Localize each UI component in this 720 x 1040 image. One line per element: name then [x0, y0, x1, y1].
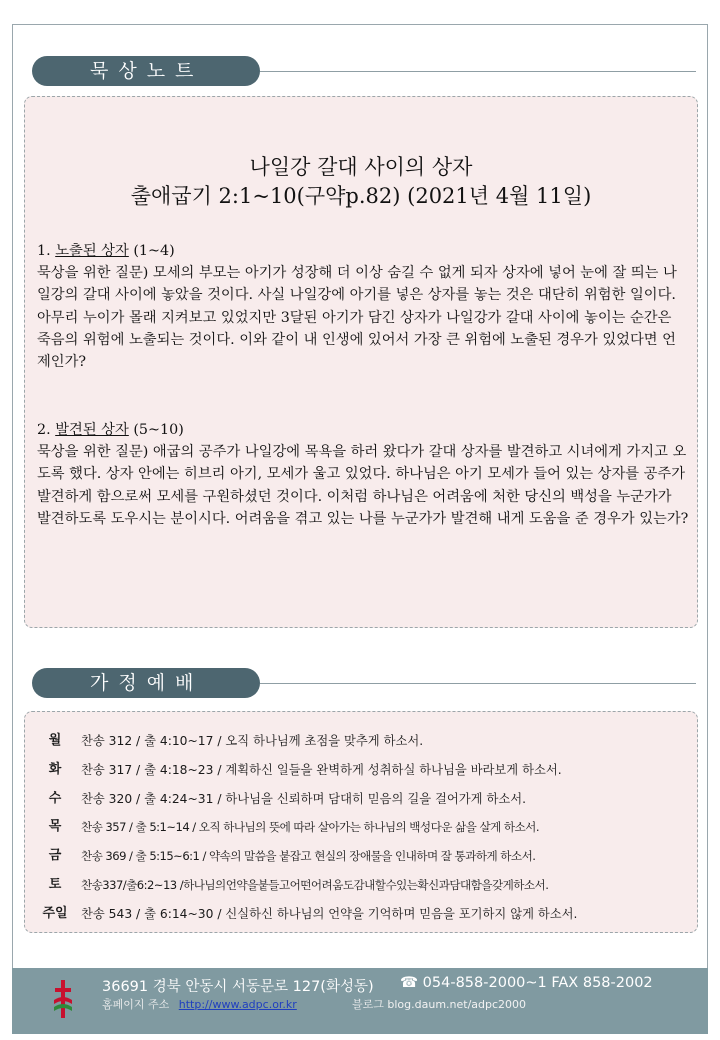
worship-text: 찬송 317 / 출 4:18~23 / 계획하신 일들을 완벽하게 성취하실 하나님을 바라보게 하소서. [81, 762, 562, 777]
section-heading [37, 419, 689, 441]
footer [12, 968, 708, 1034]
footer-blog: 블로그 blog.daum.net/adpc2000 [352, 998, 527, 1011]
worship-text: 찬송 312 / 출 4:10~17 / 오직 하나님께 초점을 맞추게 하소서. [81, 734, 424, 748]
worship-row-thu [35, 813, 695, 842]
heading-rule [260, 71, 696, 72]
worship-day: 화 [48, 761, 62, 777]
family-worship-heading: 가정예배 [32, 668, 260, 698]
footer-contact-line [102, 975, 653, 996]
worship-row-sun [35, 900, 695, 929]
heading-rule [260, 683, 696, 684]
worship-text: 찬송 543 / 출 6:14~30 / 신실하신 하나님의 언약을 기억하며 믿음을 포기하지 않게 하소서. [81, 906, 578, 921]
worship-text: 찬송 369 / 출 5:15~6:1 / 약속의 말씀을 붙잡고 현실의 장애물을 인내하며 잘 통과하게 하소서. [81, 849, 536, 864]
section-heading [37, 240, 689, 262]
meditation-title: 나일강 갈대 사이의 상자 [249, 155, 473, 179]
worship-row-mon [35, 727, 695, 756]
footer-homepage-link[interactable]: http://www.adpc.or.kr [178, 998, 297, 1011]
meditation-subtitle: 출애굽기 2:1~10(구약p.82) (2021년 4월 11일) [130, 184, 592, 208]
worship-text: 찬송 357 / 출 5:1~14 / 오직 하나님의 뜻에 따라 살아가는 하나님의 백성다운 삶을 살게 하소서. [81, 820, 539, 835]
section-title: 노출된 상자 [55, 243, 129, 259]
worship-day: 월 [48, 733, 62, 748]
worship-day: 수 [48, 790, 62, 806]
section-text: 묵상을 위한 질문) 애굽의 공주가 나일강에 목욕을 하러 왔다가 갈대 상자를 발견하고 시녀에게 가지고 오도록 했다. 상자 안에는 히브리 아기, 모세가 울고 있었다. 하나님은 아기 모세가 들어 있는 상자를 공주가 발견하게 함으로써 모세를 구원하셨던 것이다. 이처럼 하나님은 어려움에 처한 당신의 백성을 누군가가 발견하도록 도우시는 분이시다. 어려움을 겪고 있는 나를 누군가가 발견해 내게 도움을 준 경우가 있는가? [37, 444, 689, 527]
meditation-section-1 [37, 240, 689, 373]
worship-day: 목 [48, 819, 62, 835]
worship-text: 찬송337/출6:2~13 /하나님의언약을붙들고어떤어려움도감내할수있는확신과담대함을갖게하소서. [81, 877, 549, 892]
worship-day: 주일 [42, 905, 68, 921]
worship-day: 금 [48, 848, 62, 864]
meditation-section-2 [37, 419, 689, 530]
meditation-box [24, 96, 698, 628]
footer-phone: ☎ 054-858-2000~1 FAX 858-2002 [400, 975, 653, 991]
section-number: 1. [37, 243, 51, 259]
worship-list [35, 727, 695, 929]
section-range: (1~4) [133, 243, 175, 259]
section-number: 2. [37, 422, 51, 438]
section-range: (5~10) [133, 422, 184, 438]
section-title: 발견된 상자 [55, 422, 129, 438]
family-worship-box [24, 711, 698, 933]
footer-homepage-label: 홈페이지 주소 [102, 998, 170, 1011]
footer-web-line [102, 996, 527, 1012]
worship-row-tue [35, 756, 695, 785]
worship-row-wed [35, 785, 695, 814]
footer-address: 36691 경북 안동시 서동문로 127(화성동) [102, 979, 374, 995]
worship-row-fri [35, 842, 695, 871]
church-cross-logo-icon [52, 978, 74, 1022]
worship-row-sat [35, 871, 695, 900]
section-text: 묵상을 위한 질문) 모세의 부모는 아기가 성장해 더 이상 숨길 수 없게 되자 상자에 넣어 눈에 잘 띄는 나일강의 갈대 사이에 놓았을 것이다. 사실 나일강에 아기를 넣은 상자를 놓는 것은 대단히 위험한 일이다. 아무리 누이가 몰래 지켜보고 있었지만 3달된 아기가 담긴 상자가 나일강가 갈대 사이에 놓이는 순간은 죽음의 위험에 노출되는 것이다. 이와 같이 내 인생에 있어서 가장 큰 위험에 노출된 경우가 있었다면 언제인가? [37, 265, 677, 371]
worship-text: 찬송 320 / 출 4:24~31 / 하나님을 신뢰하며 담대히 믿음의 길을 걸어가게 하소서. [81, 791, 526, 806]
meditation-heading: 묵상노트 [32, 56, 260, 86]
worship-day: 토 [48, 876, 62, 892]
